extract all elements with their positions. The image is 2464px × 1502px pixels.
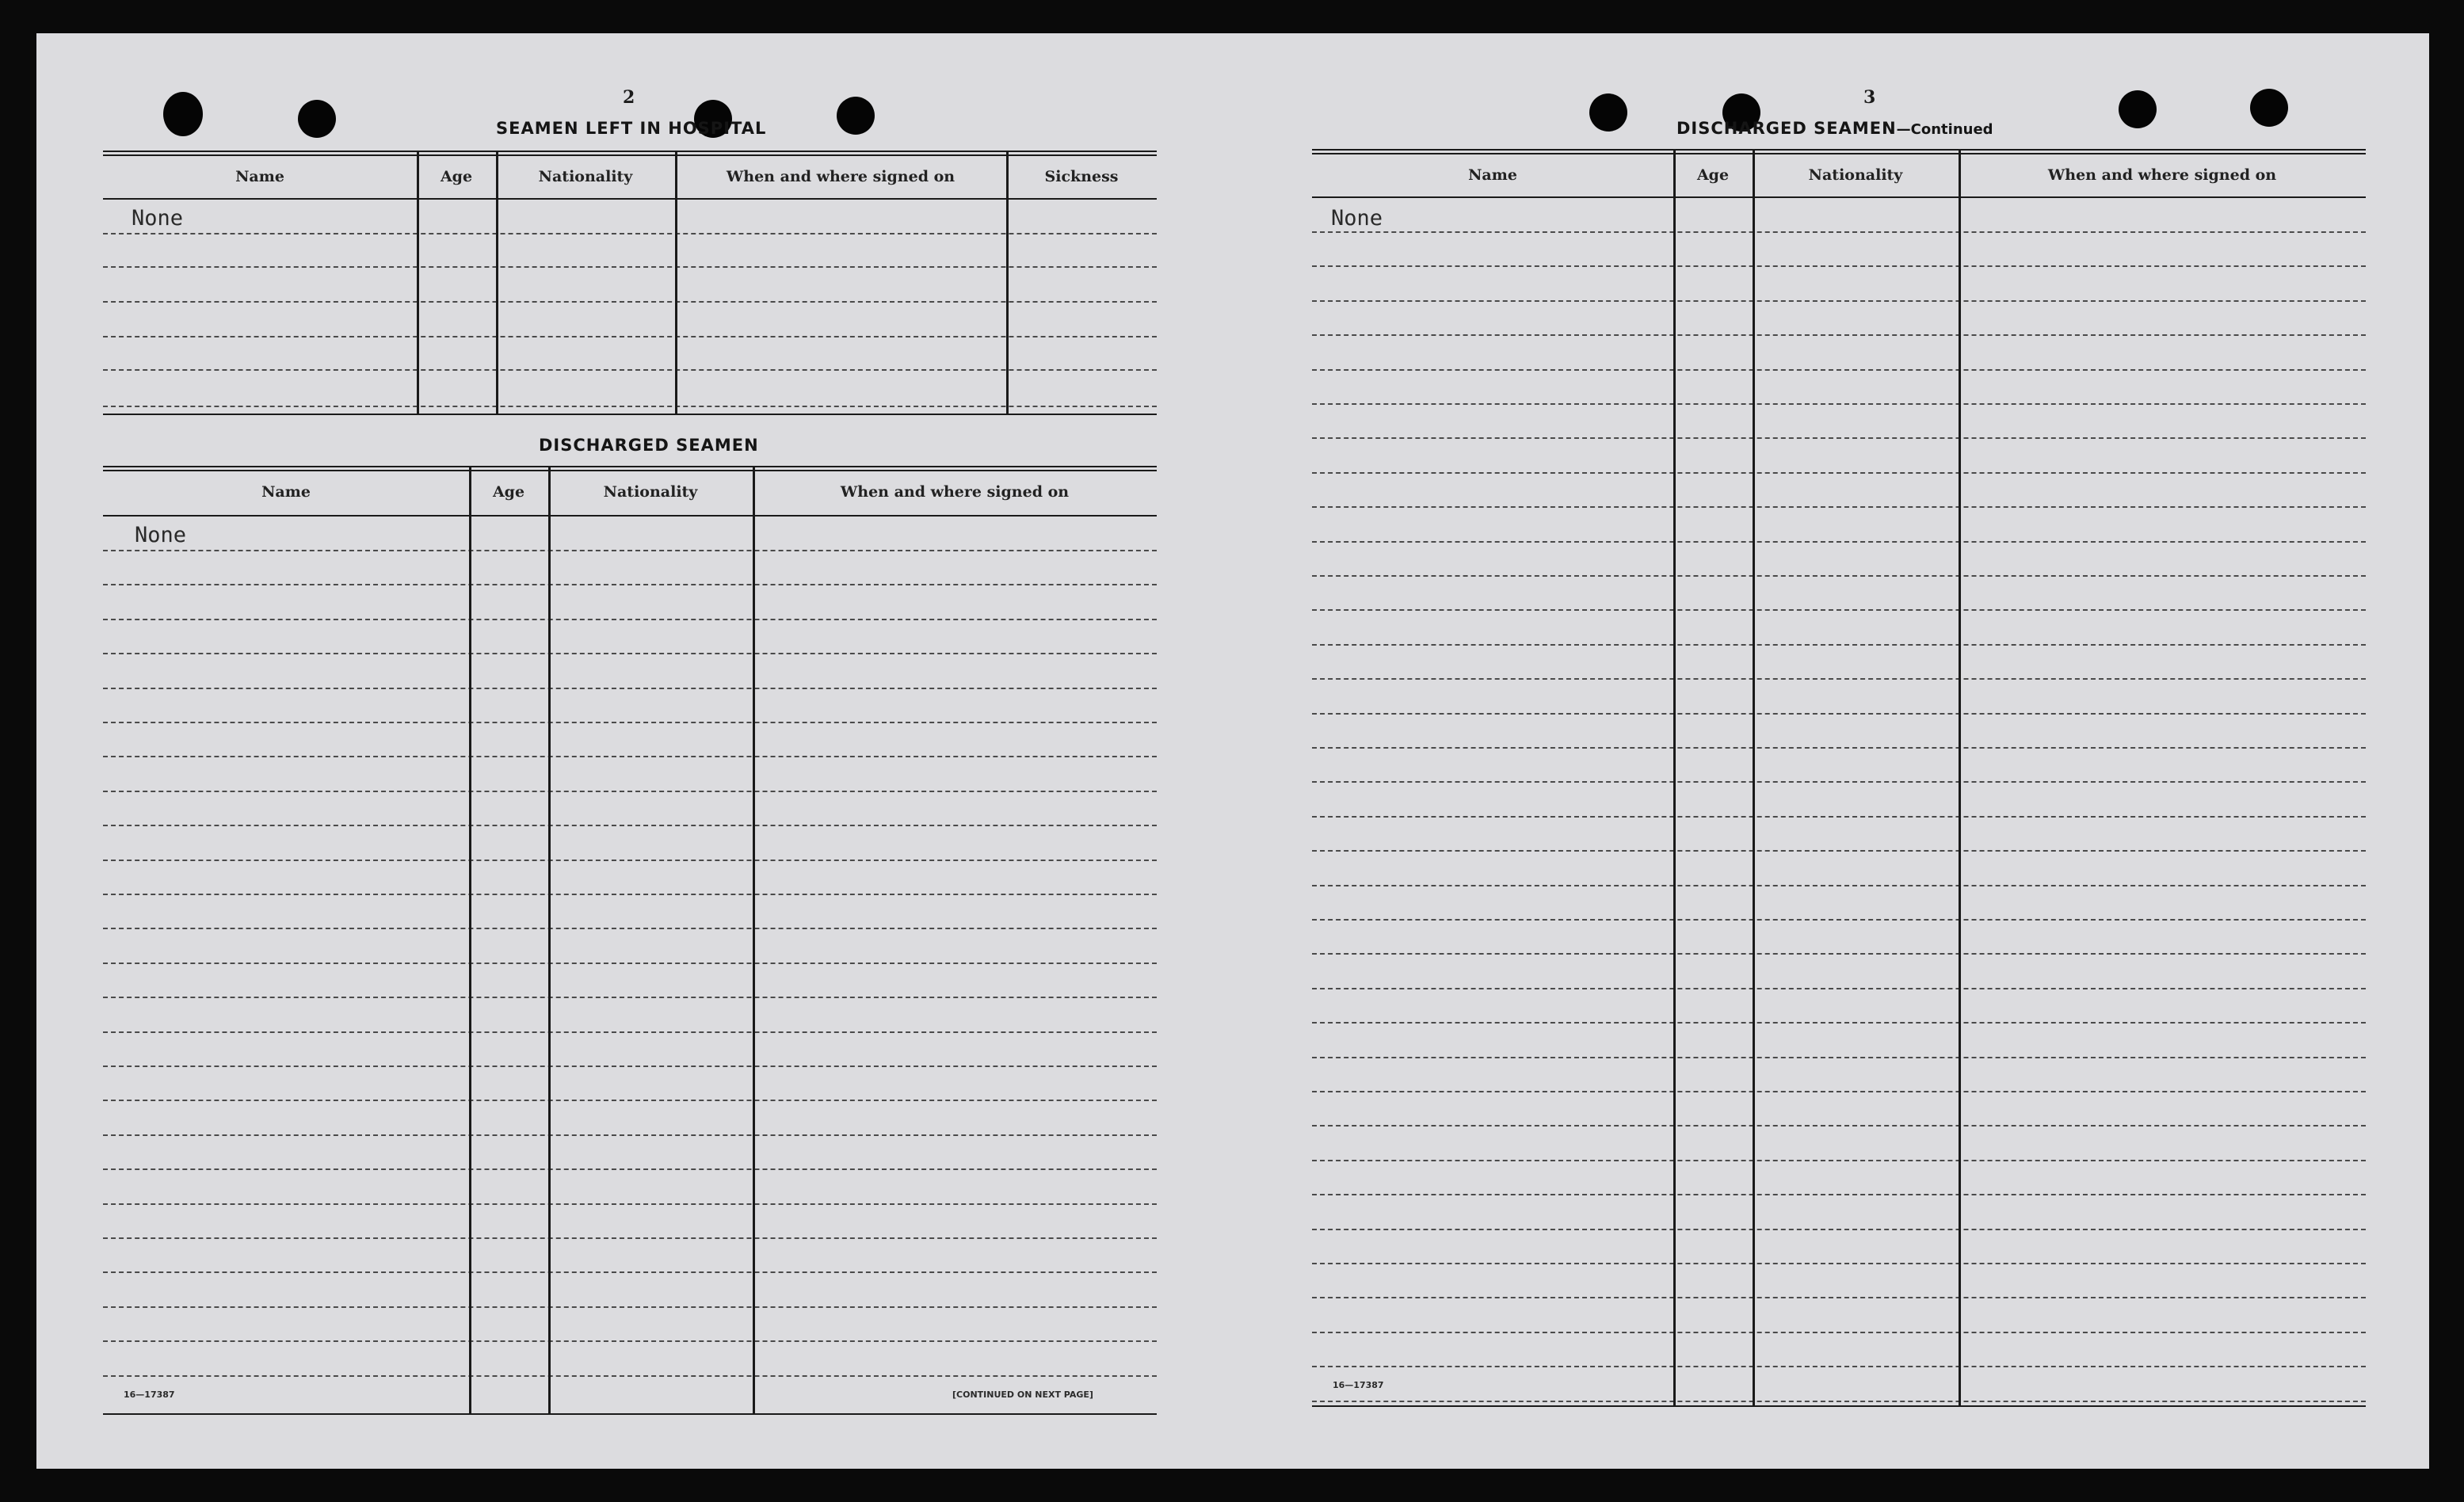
column-header-signed-on: When and where signed on bbox=[840, 483, 1070, 501]
column-header-name: Name bbox=[261, 483, 311, 501]
column-header-name: Name bbox=[1468, 166, 1517, 184]
page-number: 2 bbox=[623, 87, 635, 108]
column-header-name: Name bbox=[235, 168, 284, 185]
row-rule bbox=[103, 1271, 1157, 1273]
title-main: DISCHARGED SEAMEN bbox=[1676, 119, 1897, 138]
row-rule bbox=[1312, 747, 2366, 749]
row-rule bbox=[1312, 575, 2366, 577]
row-rule bbox=[1312, 369, 2366, 371]
discharged-continued-entry: None bbox=[1331, 206, 1383, 231]
row-rule bbox=[1312, 1401, 2366, 1402]
row-rule bbox=[1312, 437, 2366, 439]
row-rule bbox=[103, 550, 1157, 551]
form-number: 16—17387 bbox=[124, 1390, 175, 1400]
discharged-table bbox=[103, 466, 1157, 1416]
column-header-signed-on: When and where signed on bbox=[2047, 166, 2277, 184]
row-rule bbox=[1312, 850, 2366, 852]
row-rule bbox=[103, 825, 1157, 826]
column-header-age: Age bbox=[1696, 166, 1730, 184]
title-suffix: —Continued bbox=[1896, 121, 1993, 138]
discharged-entry: None bbox=[135, 523, 187, 547]
row-rule bbox=[1312, 403, 2366, 405]
row-rule bbox=[1312, 1057, 2366, 1058]
row-rule bbox=[1312, 678, 2366, 680]
row-rule bbox=[103, 791, 1157, 792]
row-rule bbox=[103, 997, 1157, 998]
row-rule bbox=[1312, 609, 2366, 611]
hospital-entry: None bbox=[132, 206, 184, 231]
row-rule bbox=[1312, 1022, 2366, 1024]
column-header-age: Age bbox=[492, 483, 525, 501]
row-rule bbox=[103, 1375, 1157, 1377]
row-rule bbox=[103, 1031, 1157, 1033]
column-header-sickness: Sickness bbox=[1044, 168, 1119, 185]
right-page bbox=[1312, 33, 2374, 1469]
row-rule bbox=[1312, 781, 2366, 783]
row-rule bbox=[1312, 472, 2366, 474]
row-rule bbox=[103, 928, 1157, 929]
row-rule bbox=[1312, 1160, 2366, 1161]
row-rule bbox=[1312, 506, 2366, 508]
discharged-continued-table bbox=[1312, 149, 2366, 1409]
discharged-section-title: DISCHARGED SEAMEN bbox=[539, 436, 759, 455]
ledger-sheet bbox=[36, 33, 2429, 1469]
hospital-section-title: SEAMEN LEFT IN HOSPITAL bbox=[496, 119, 767, 138]
column-header-nationality: Nationality bbox=[538, 168, 633, 185]
row-rule bbox=[103, 860, 1157, 861]
discharged-continued-title bbox=[1676, 119, 1993, 138]
row-rule bbox=[103, 1168, 1157, 1170]
row-rule bbox=[1312, 919, 2366, 921]
row-rule bbox=[1312, 1366, 2366, 1367]
column-header-nationality: Nationality bbox=[1808, 166, 1903, 184]
row-rule bbox=[103, 1306, 1157, 1308]
row-rule bbox=[1312, 334, 2366, 336]
left-page bbox=[103, 33, 1165, 1469]
form-number: 16—17387 bbox=[1333, 1380, 1384, 1390]
row-rule bbox=[1312, 1332, 2366, 1333]
row-rule bbox=[103, 1203, 1157, 1205]
row-rule bbox=[1312, 1229, 2366, 1230]
column-header-signed-on: When and where signed on bbox=[726, 168, 955, 185]
row-rule bbox=[103, 963, 1157, 964]
row-rule bbox=[1312, 644, 2366, 646]
row-rule bbox=[1312, 1297, 2366, 1298]
row-rule bbox=[1312, 1125, 2366, 1126]
column-header-age: Age bbox=[440, 168, 473, 185]
row-rule bbox=[103, 894, 1157, 895]
row-rule bbox=[1312, 300, 2366, 302]
row-rule bbox=[1312, 713, 2366, 715]
row-rule bbox=[1312, 1263, 2366, 1264]
hospital-table bbox=[103, 151, 1157, 452]
row-rule bbox=[103, 688, 1157, 689]
row-rule bbox=[103, 1237, 1157, 1239]
row-rule bbox=[1312, 816, 2366, 818]
continued-note: [CONTINUED ON NEXT PAGE] bbox=[952, 1390, 1093, 1400]
row-rule bbox=[103, 584, 1157, 585]
row-rule bbox=[103, 1100, 1157, 1101]
row-rule bbox=[103, 653, 1157, 654]
row-rule bbox=[103, 756, 1157, 757]
row-rule bbox=[103, 619, 1157, 620]
row-rule bbox=[103, 722, 1157, 723]
row-rule bbox=[1312, 1091, 2366, 1092]
row-rule bbox=[1312, 953, 2366, 955]
row-rule bbox=[1312, 988, 2366, 989]
row-rule bbox=[1312, 231, 2366, 233]
row-rule bbox=[1312, 885, 2366, 886]
row-rule bbox=[1312, 541, 2366, 543]
row-rule bbox=[1312, 1194, 2366, 1195]
row-rule bbox=[103, 1134, 1157, 1136]
row-rule bbox=[103, 1340, 1157, 1342]
row-rule bbox=[1312, 265, 2366, 267]
column-header-nationality: Nationality bbox=[603, 483, 698, 501]
page-number: 3 bbox=[1863, 87, 1876, 108]
row-rule bbox=[103, 1066, 1157, 1067]
